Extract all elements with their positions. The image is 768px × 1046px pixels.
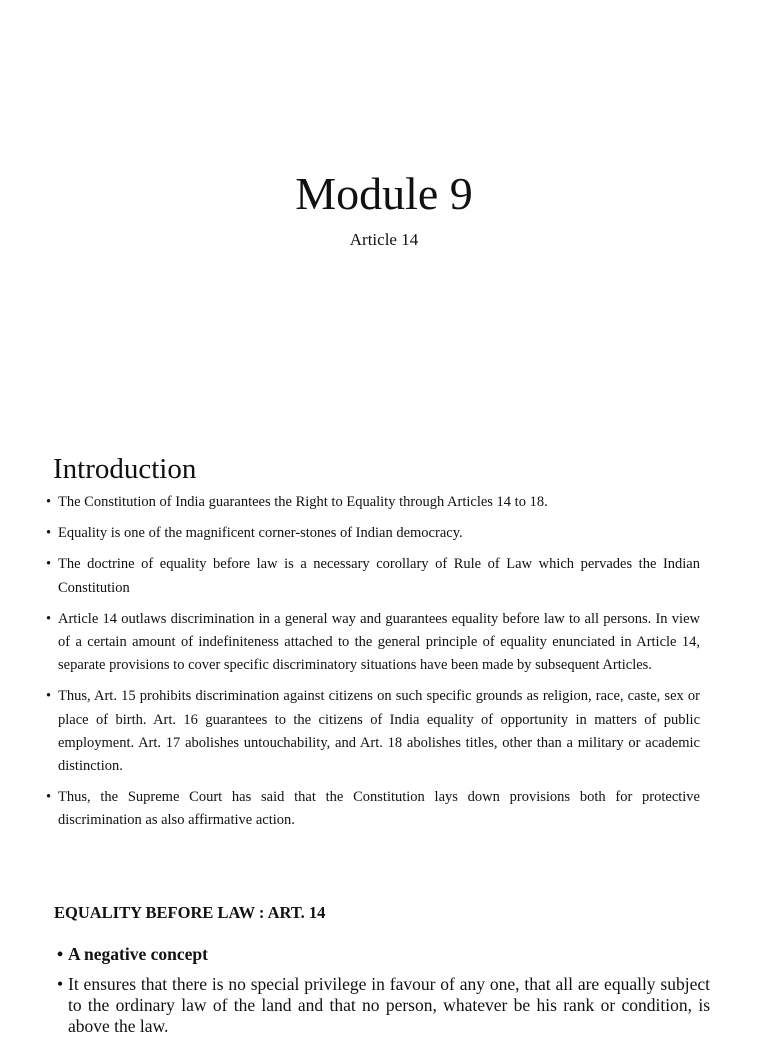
page-subtitle: Article 14 <box>349 230 419 249</box>
list-item-text: Thus, Art. 15 prohibits discrimination against citizens on such specific grounds as religion, race, caste, sex or place of birth. Art. 16 guarantees to the citizens of India equality of opportunity in matters of public employment. Art. 17 abolishes untouchability, and Art. 18 abolishes titles, other than a military or academic distinction. <box>58 688 700 775</box>
list-item-text: The doctrine of equality before law is a necessary corollary of Rule of Law which pervades the Indian Constitution <box>58 556 700 596</box>
list-item-text: Thus, the Supreme Court has said that the Constitution lays down provisions both for protective discrimination as also affirmative action. <box>58 789 700 829</box>
page-title: Module 9 <box>295 168 473 219</box>
bullet-icon: • <box>46 494 52 510</box>
list-item-text: Equality is one of the magnificent corner-stones of Indian democracy. <box>58 525 463 542</box>
list-item-text: Article 14 outlaws discrimination in a general way and guarantees equality before law to all persons. In view of a certain amount of indefiniteness attached to the general principle of equality enunciated in Article 14, separate provisions to cover specific discriminatory situations have been made by subsequent Articles. <box>58 610 700 674</box>
list-item <box>46 786 700 832</box>
list-item-text: The Constitution of India guarantees the Right to Equality through Articles 14 to 18. <box>58 494 548 510</box>
list-item <box>46 491 700 514</box>
list-item <box>46 522 700 545</box>
bullet-icon: • <box>46 610 52 627</box>
bullet-icon: • <box>57 974 64 994</box>
list-item-text: It ensures that there is no special privilege in favour of any one, that all are equally subject to the ordinary law of the land and that no person, whatever be his rank or condition, is above the law. <box>68 974 710 1036</box>
bullet-icon: • <box>46 556 52 573</box>
list-item <box>46 685 700 778</box>
list-item <box>57 944 710 965</box>
list-item <box>57 974 710 1037</box>
equality-list <box>57 944 710 1046</box>
introduction-heading: Introduction <box>53 453 197 485</box>
bullet-icon: • <box>46 525 52 542</box>
bullet-icon: • <box>46 789 52 806</box>
list-item-text: A negative concept <box>68 944 208 964</box>
equality-heading: EQUALITY BEFORE LAW : ART. 14 <box>54 903 326 922</box>
introduction-list <box>46 491 700 841</box>
bullet-icon: • <box>46 688 52 705</box>
bullet-icon: • <box>57 944 64 964</box>
list-item <box>46 608 700 678</box>
list-item <box>46 553 700 599</box>
